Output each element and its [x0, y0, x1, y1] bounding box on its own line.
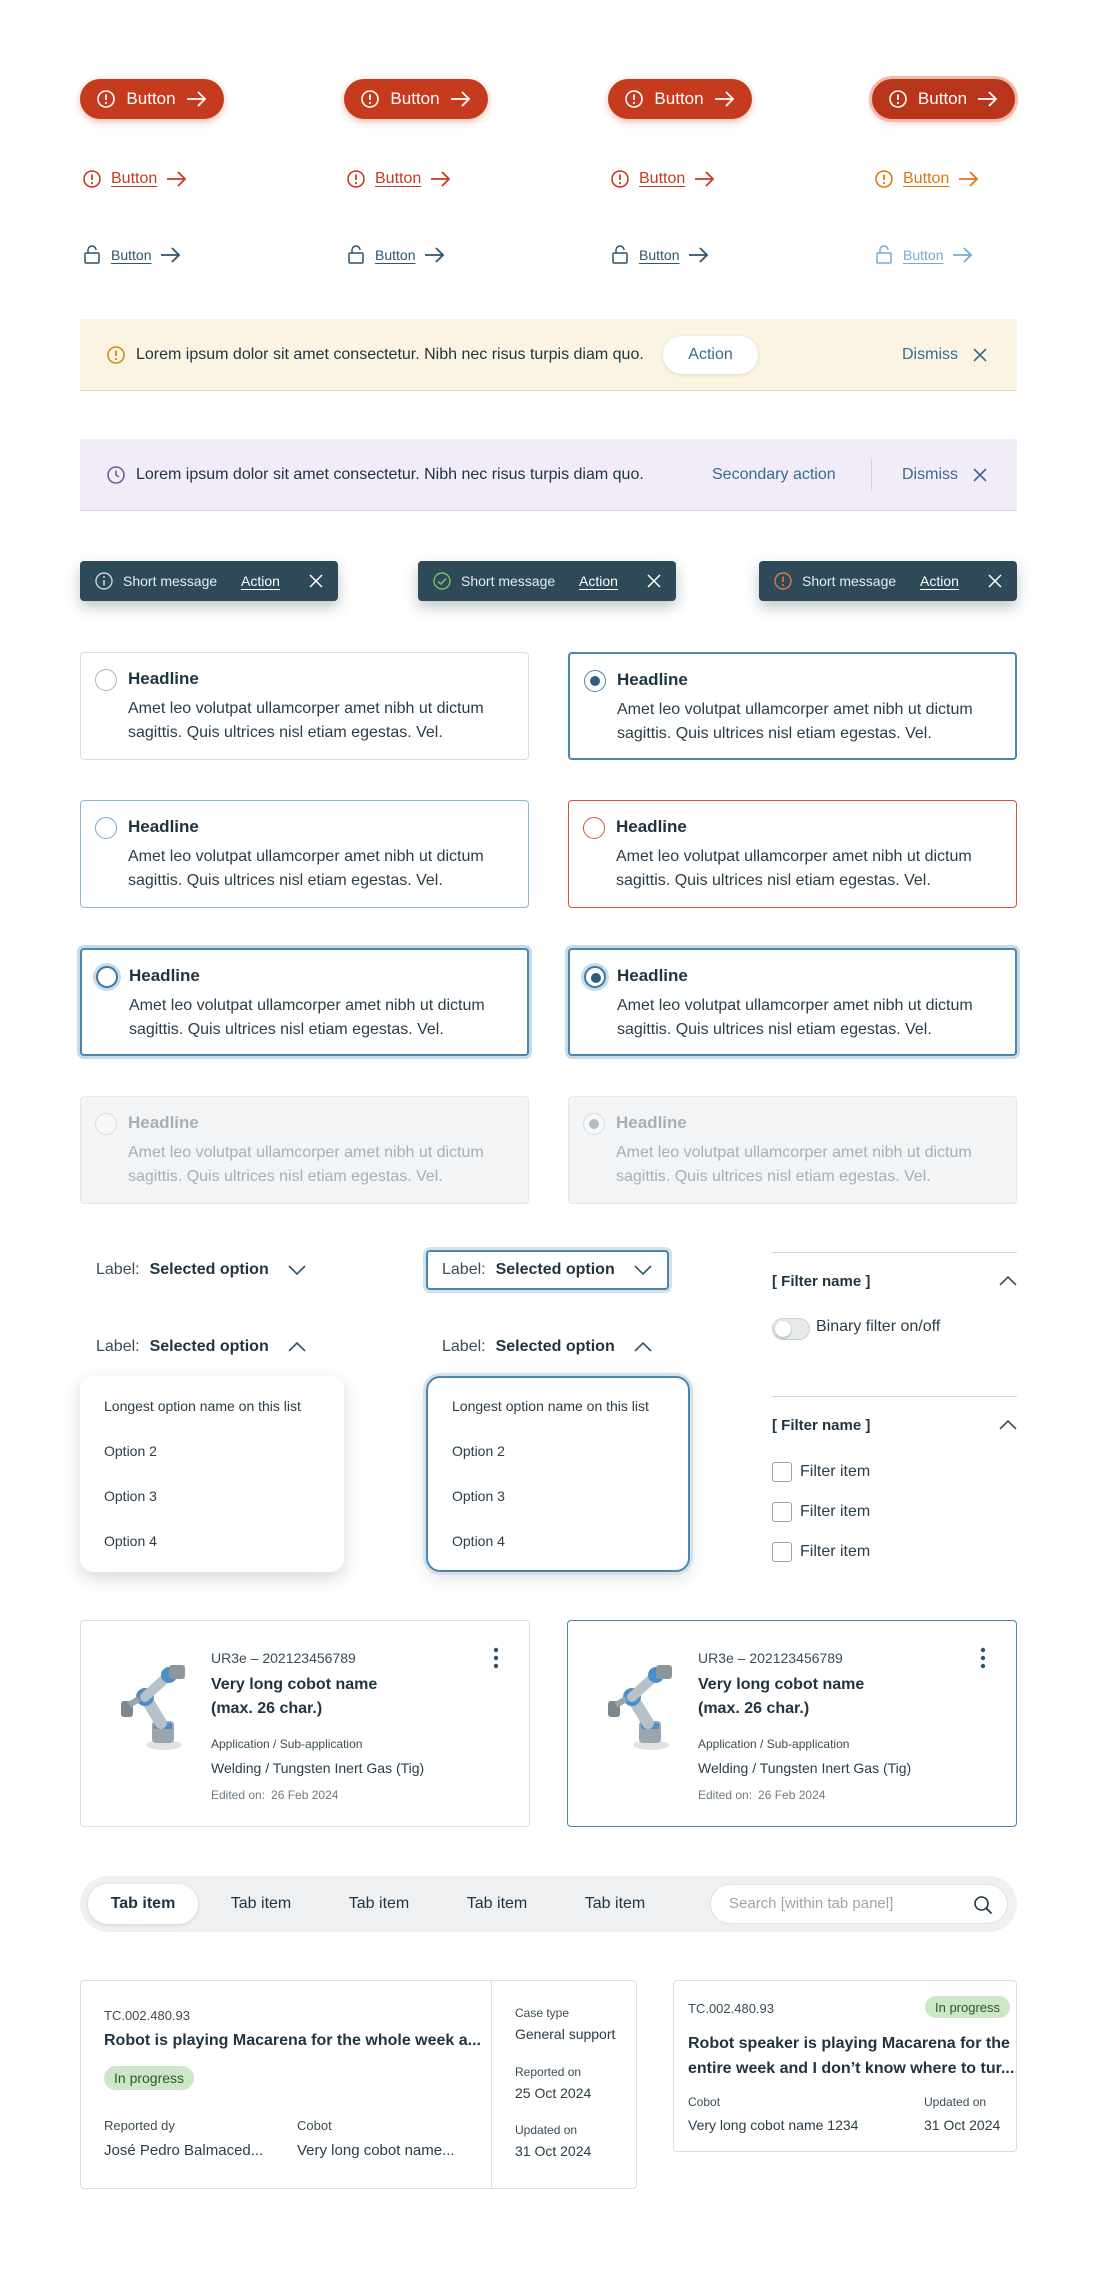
- warning-banner: [80, 319, 1017, 391]
- cobot-name: [211, 1673, 411, 1721]
- tab-item-5[interactable]: Tab item: [584, 1895, 646, 1912]
- edited-label: Edited on:: [211, 1788, 266, 1802]
- button-label: Button: [375, 247, 416, 263]
- link-button-pressed[interactable]: [610, 165, 716, 193]
- cobot-value: Very long cobot name 1234: [688, 2117, 859, 2133]
- reported-by-label: Reported dy: [104, 2118, 175, 2133]
- robot-arm-image: [109, 1653, 199, 1753]
- card-headline: Headline: [128, 817, 199, 836]
- radio-card-focus[interactable]: [80, 948, 529, 1056]
- case-type-label: Case type: [515, 2006, 570, 2020]
- cobot-name-line: Very long cobot name: [211, 1676, 378, 1693]
- search-icon[interactable]: [973, 1895, 993, 1915]
- tab-item-3[interactable]: Tab item: [348, 1895, 410, 1912]
- radio-card-selected[interactable]: [568, 652, 1017, 760]
- updated-on-label: Updated on: [515, 2123, 578, 2137]
- banner-action-button[interactable]: Action: [663, 336, 758, 374]
- cobot-serial: UR3e – 202123456789: [698, 1650, 843, 1666]
- button-label: Button: [917, 89, 968, 108]
- primary-button-pressed[interactable]: [608, 79, 752, 119]
- card-headline: Headline: [129, 966, 200, 985]
- alert-icon: [888, 89, 908, 109]
- filter-checkbox[interactable]: [772, 1462, 792, 1482]
- case-card-large[interactable]: [80, 1980, 637, 2189]
- secondary-link-button-hover[interactable]: [346, 241, 446, 269]
- primary-button[interactable]: [80, 79, 224, 119]
- radio-button[interactable]: [96, 966, 118, 988]
- card-headline: Headline: [616, 817, 687, 836]
- updated-on-value: 31 Oct 2024: [515, 2143, 592, 2159]
- lock-icon: [82, 245, 102, 265]
- divider: [871, 459, 872, 491]
- dropdown-value: Selected option: [495, 1338, 615, 1355]
- radio-button[interactable]: [95, 817, 117, 839]
- arrow-right-icon: [688, 247, 710, 263]
- updated-on-value: 31 Oct 2024: [924, 2117, 1001, 2133]
- check-circle-icon: [432, 571, 452, 591]
- arrow-right-icon: [430, 171, 452, 187]
- radio-card-hover[interactable]: [80, 800, 529, 908]
- robot-arm-image: [596, 1653, 686, 1753]
- radio-button[interactable]: [95, 669, 117, 691]
- alert-icon: [874, 169, 894, 189]
- filter-item-label: Filter item: [800, 1543, 871, 1560]
- radio-card-error[interactable]: [568, 800, 1017, 908]
- primary-button-hover[interactable]: [344, 79, 488, 119]
- warning-icon: [106, 345, 126, 365]
- primary-button-focus[interactable]: [872, 79, 1015, 119]
- toast-success: [418, 561, 676, 601]
- arrow-right-icon: [714, 91, 736, 107]
- divider: [491, 1981, 492, 2188]
- dropdown-open[interactable]: [96, 1336, 307, 1358]
- case-card-small[interactable]: [673, 1980, 1017, 2152]
- dropdown-option[interactable]: Longest option name on this list: [452, 1398, 649, 1414]
- button-label: Button: [111, 170, 158, 187]
- dropdown-label: Label:: [96, 1261, 140, 1278]
- button-label: Button: [639, 170, 686, 187]
- alert-icon: [360, 89, 380, 109]
- reported-on-value: 25 Oct 2024: [515, 2085, 592, 2101]
- alert-icon: [96, 89, 116, 109]
- card-body: Amet leo volutpat ullamcorper amet nibh ut dictum sagittis. Quis ultrices nisl etiam egestas. Vel.: [617, 997, 973, 1038]
- edited-label: Edited on:: [698, 1788, 753, 1802]
- clock-icon: [106, 465, 126, 485]
- cobot-value: Very long cobot name...: [297, 2142, 455, 2159]
- dropdown-open-focus[interactable]: [442, 1336, 653, 1358]
- lock-icon: [874, 245, 894, 265]
- dropdown-closed[interactable]: [96, 1259, 307, 1281]
- cobot-card-selected[interactable]: [567, 1620, 1017, 1827]
- filter-item-label: Filter item: [800, 1463, 871, 1480]
- secondary-link-button-disabled[interactable]: [874, 241, 974, 269]
- card-body: Amet leo volutpat ullamcorper amet nibh ut dictum sagittis. Quis ultrices nisl etiam egestas. Vel.: [617, 701, 973, 742]
- link-button-disabled[interactable]: [874, 165, 980, 193]
- case-title: Robot is playing Macarena for the whole week a...: [104, 2032, 481, 2049]
- lock-icon: [346, 245, 366, 265]
- chevron-down-icon: [633, 1264, 653, 1276]
- more-vertical-icon[interactable]: [493, 1647, 499, 1669]
- dropdown-option[interactable]: Option 4: [452, 1533, 505, 1549]
- card-body: Amet leo volutpat ullamcorper amet nibh ut dictum sagittis. Quis ultrices nisl etiam egestas. Vel.: [616, 848, 972, 889]
- filter-checkbox[interactable]: [772, 1542, 792, 1562]
- cobot-label: Cobot: [688, 2095, 721, 2109]
- case-title-line: Robot speaker is playing Macarena for the: [688, 2035, 1010, 2052]
- radio-button[interactable]: [583, 817, 605, 839]
- banner-message: Lorem ipsum dolor sit amet consectetur. Nibh nec risus turpis diam quo.: [136, 345, 644, 363]
- more-vertical-icon[interactable]: [980, 1647, 986, 1669]
- alert-icon: [346, 169, 366, 189]
- tab-item-2[interactable]: Tab item: [230, 1895, 292, 1912]
- dropdown-label: Label:: [96, 1338, 140, 1355]
- alert-icon: [82, 169, 102, 189]
- button-label: Button: [639, 247, 680, 263]
- tab-item-4[interactable]: Tab item: [466, 1895, 528, 1912]
- warning-icon: [773, 571, 793, 591]
- arrow-right-icon: [160, 247, 182, 263]
- close-icon[interactable]: [309, 574, 323, 588]
- dropdown-option[interactable]: Option 3: [452, 1488, 505, 1504]
- status-badge: In progress: [104, 2066, 194, 2090]
- button-label: Button: [111, 247, 152, 263]
- search-input[interactable]: [729, 1895, 959, 1912]
- alert-icon: [624, 89, 644, 109]
- card-headline: Headline: [128, 1113, 199, 1132]
- button-label: Button: [654, 89, 704, 108]
- banner-dismiss-button[interactable]: [902, 466, 988, 484]
- button-label: Button: [375, 170, 422, 187]
- dropdown-value: Selected option: [149, 1338, 269, 1355]
- close-icon[interactable]: [647, 574, 661, 588]
- status-badge: In progress: [925, 1996, 1010, 2018]
- button-label: Button: [126, 89, 176, 108]
- alert-icon: [610, 169, 630, 189]
- radio-button[interactable]: [584, 966, 606, 988]
- banner-secondary-action[interactable]: Secondary action: [712, 465, 836, 483]
- arrow-right-icon: [958, 171, 980, 187]
- filter-item-label: Filter item: [800, 1503, 871, 1520]
- binary-filter-toggle[interactable]: [772, 1318, 810, 1340]
- updated-on-label: Updated on: [924, 2095, 987, 2109]
- radio-card-default[interactable]: [80, 652, 529, 760]
- dropdown-menu-focus: [426, 1376, 690, 1572]
- filter-name: [ Filter name ]: [772, 1417, 871, 1434]
- radio-card-disabled-selected: [568, 1096, 1017, 1204]
- filter-header[interactable]: [772, 1396, 1017, 1452]
- close-icon[interactable]: [988, 574, 1002, 588]
- dropdown-option[interactable]: Longest option name on this list: [104, 1398, 301, 1414]
- dropdown-value: Selected option: [149, 1261, 269, 1278]
- application-label: Application / Sub-application: [211, 1737, 363, 1751]
- cobot-serial: UR3e – 202123456789: [211, 1650, 356, 1666]
- arrow-right-icon: [450, 91, 472, 107]
- arrow-right-icon: [952, 247, 974, 263]
- case-title-line: entire week and I don’t know where to tur...: [688, 2060, 1015, 2077]
- dropdown-option[interactable]: Option 4: [104, 1533, 157, 1549]
- cobot-card[interactable]: [80, 1620, 530, 1827]
- application-label: Application / Sub-application: [698, 1737, 850, 1751]
- cobot-name-line: (max. 26 char.): [211, 1700, 323, 1717]
- radio-button: [583, 1113, 605, 1135]
- cobot-label: Cobot: [297, 2118, 332, 2133]
- dropdown-option[interactable]: Option 2: [452, 1443, 505, 1459]
- info-banner: [80, 439, 1017, 511]
- edited-value: 26 Feb 2024: [758, 1788, 826, 1802]
- toggle-label: Binary filter on/off: [816, 1318, 941, 1335]
- card-headline: Headline: [617, 670, 688, 689]
- link-button-hover[interactable]: [346, 165, 452, 193]
- toast-message: Short message: [461, 573, 556, 589]
- toast-message: Short message: [123, 573, 218, 589]
- dropdown-label: Label:: [442, 1261, 486, 1278]
- case-type-value: General support: [515, 2026, 616, 2042]
- chevron-up-icon: [287, 1341, 307, 1353]
- case-id: TC.002.480.93: [104, 2008, 191, 2023]
- close-icon: [972, 467, 988, 483]
- card-body: Amet leo volutpat ullamcorper amet nibh ut dictum sagittis. Quis ultrices nisl etiam egestas. Vel.: [128, 1144, 484, 1185]
- cobot-name-line: Very long cobot name: [698, 1676, 865, 1693]
- application-value: Welding / Tungsten Inert Gas (Tig): [698, 1760, 912, 1776]
- toast-info: [80, 561, 338, 601]
- case-id: TC.002.480.93: [688, 2001, 775, 2016]
- dropdown-value: Selected option: [495, 1261, 615, 1278]
- button-label: Button: [903, 247, 944, 263]
- card-headline: Headline: [616, 1113, 687, 1132]
- close-icon: [972, 347, 988, 363]
- banner-message: Lorem ipsum dolor sit amet consectetur. Nibh nec risus turpis diam quo.: [136, 465, 644, 483]
- radio-button: [95, 1113, 117, 1135]
- cobot-name-line: (max. 26 char.): [698, 1700, 810, 1717]
- chevron-up-icon: [999, 1419, 1017, 1431]
- card-body: Amet leo volutpat ullamcorper amet nibh ut dictum sagittis. Quis ultrices nisl etiam egestas. Vel.: [129, 997, 485, 1038]
- dismiss-label: Dismiss: [902, 345, 958, 363]
- lock-icon: [610, 245, 630, 265]
- secondary-link-button[interactable]: [82, 241, 182, 269]
- info-icon: [94, 571, 114, 591]
- dropdown-option[interactable]: Option 2: [104, 1443, 157, 1459]
- arrow-right-icon: [166, 171, 188, 187]
- case-title: [688, 2031, 1014, 2081]
- chevron-up-icon: [999, 1275, 1017, 1287]
- arrow-right-icon: [186, 91, 208, 107]
- toast-action[interactable]: Action: [920, 573, 959, 589]
- dropdown-option[interactable]: Option 3: [104, 1488, 157, 1504]
- card-body: Amet leo volutpat ullamcorper amet nibh ut dictum sagittis. Quis ultrices nisl etiam egestas. Vel.: [128, 848, 484, 889]
- edited-on: [211, 1788, 338, 1802]
- card-headline: Headline: [617, 966, 688, 985]
- dropdown-menu: [80, 1376, 344, 1572]
- cobot-name: [698, 1673, 898, 1721]
- dropdown-closed-focus[interactable]: [426, 1250, 669, 1290]
- reported-by-value: José Pedro Balmaced...: [104, 2142, 264, 2159]
- reported-on-label: Reported on: [515, 2065, 582, 2079]
- search-field[interactable]: [710, 1884, 1008, 1924]
- tab-bar: [80, 1876, 1017, 1932]
- link-button[interactable]: [82, 165, 188, 193]
- button-label: Button: [903, 170, 950, 187]
- toast-action[interactable]: Action: [579, 573, 618, 589]
- tab-item-1[interactable]: Tab item: [88, 1884, 198, 1924]
- banner-dismiss-button[interactable]: [902, 346, 988, 364]
- application-value: Welding / Tungsten Inert Gas (Tig): [211, 1760, 425, 1776]
- dismiss-label: Dismiss: [902, 465, 958, 483]
- card-body: Amet leo volutpat ullamcorper amet nibh ut dictum sagittis. Quis ultrices nisl etiam egestas. Vel.: [128, 700, 484, 741]
- button-label: Button: [390, 89, 440, 108]
- card-body: Amet leo volutpat ullamcorper amet nibh ut dictum sagittis. Quis ultrices nisl etiam egestas. Vel.: [616, 1144, 972, 1185]
- toast-warning: [759, 561, 1017, 601]
- arrow-right-icon: [424, 247, 446, 263]
- arrow-right-icon: [977, 91, 999, 107]
- radio-button[interactable]: [584, 670, 606, 692]
- toast-action[interactable]: Action: [241, 573, 280, 589]
- radio-card-disabled: [80, 1096, 529, 1204]
- chevron-up-icon: [633, 1341, 653, 1353]
- filter-name: [ Filter name ]: [772, 1273, 871, 1290]
- card-headline: Headline: [128, 669, 199, 688]
- radio-card-selected-focus[interactable]: [568, 948, 1017, 1056]
- filter-header[interactable]: [772, 1252, 1017, 1308]
- dropdown-label: Label:: [442, 1338, 486, 1355]
- filter-checkbox[interactable]: [772, 1502, 792, 1522]
- toast-message: Short message: [802, 573, 897, 589]
- secondary-link-button-pressed[interactable]: [610, 241, 710, 269]
- arrow-right-icon: [694, 171, 716, 187]
- edited-value: 26 Feb 2024: [271, 1788, 339, 1802]
- edited-on: [698, 1788, 825, 1802]
- chevron-down-icon: [287, 1264, 307, 1276]
